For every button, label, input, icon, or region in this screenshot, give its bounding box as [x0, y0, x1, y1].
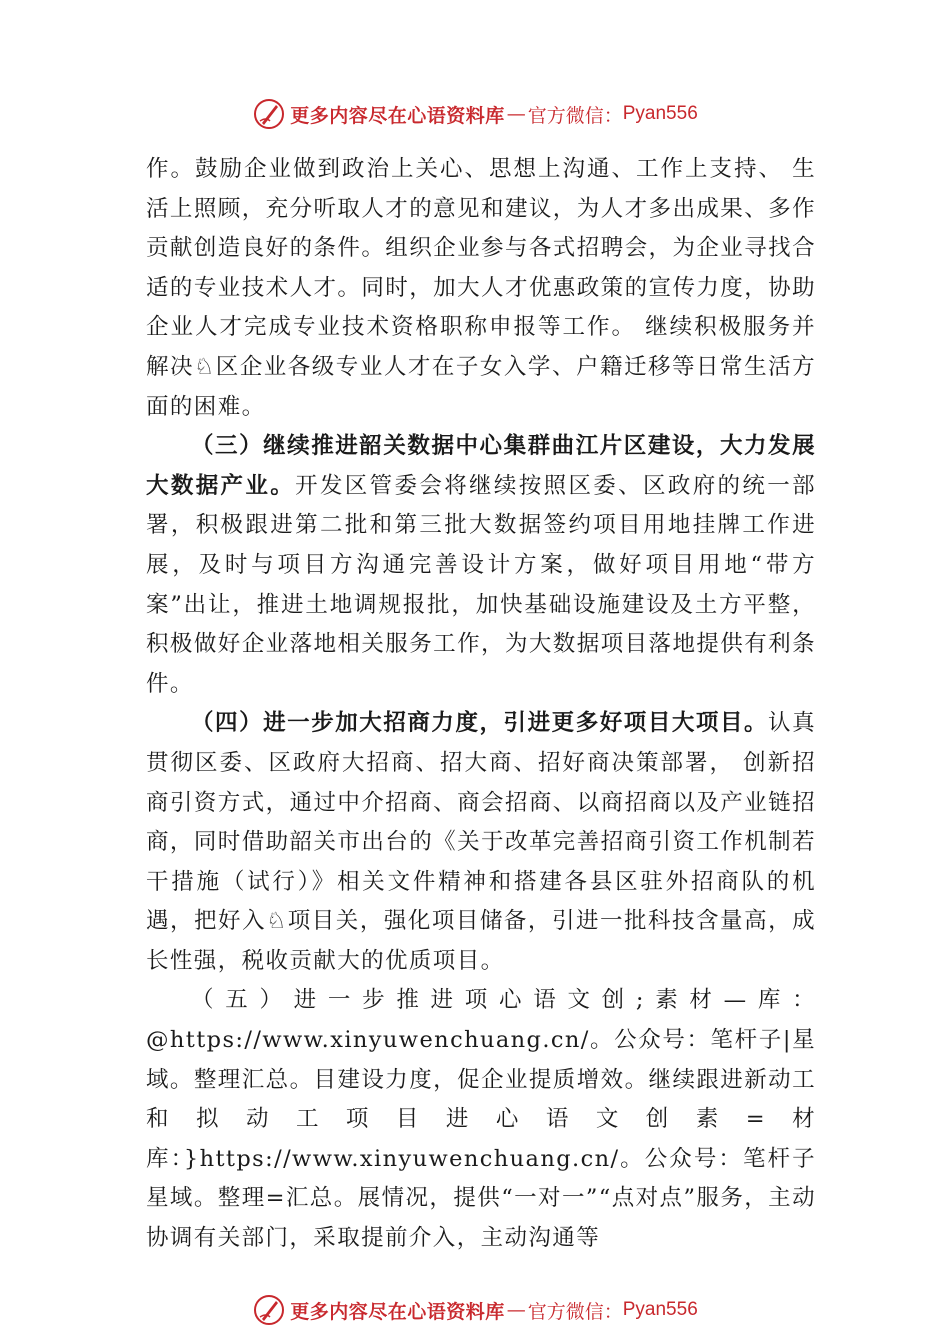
document-body: [146, 150, 816, 1259]
section-heading-3: （三）继续推进韶关数据中心集群曲江片区建设，大力发展大数据产业。: [146, 433, 816, 499]
banner-official-label: 官方微信：: [527, 1300, 623, 1323]
paragraph-2: （三）继续推进韶关数据中心集群曲江片区建设，大力发展大数据产业。开发区管委会将继续按照区委、区政府的统一部署，积极跟进第二批和第三批大数据签约项目用地挂牌工作进展，及时与项目方沟通完善设计方案，做好项目用地“带方案”出让，推进土地调规报批，加快基础设施建设及土方平整，积极做好企业落地相关服务工作，为大数据项目落地提供有利条件。: [146, 433, 817, 697]
watermark-banner-bottom: [0, 1290, 950, 1330]
banner-title: 更多内容尽在心语资料库: [290, 1300, 505, 1323]
banner-dash: —: [506, 1299, 526, 1321]
quill-logo-icon: [252, 1293, 286, 1327]
banner-official-label: 官方微信：: [527, 104, 623, 127]
banner-wechat-id: Pyan556: [622, 1299, 698, 1320]
watermark-banner-top: [0, 94, 950, 134]
paragraph-3: （四）进一步加大招商力度，引进更多好项目大项目。认真贯彻区委、区政府大招商、招大商、招好商决策部署， 创新招商引资方式，通过中介招商、商会招商、以商招商以及产业链招商，同时借助韶关市出台的《关于改革完善招商引资工作机制若干措施（试行）》相关文件精神和搭建各县区驻外招商队的机遇，把好入♘项目关，强化项目储备，引进一批科技含量高，成长性强，税收贡献大的优质项目。: [146, 710, 816, 974]
banner-title: 更多内容尽在心语资料库: [290, 104, 505, 127]
paragraph-1: 作。鼓励企业做到政治上关心、思想上沟通、工作上支持、 生活上照顾，充分听取人才的意见和建议，为人才多出成果、多作贡献创造良好的条件。组织企业参与各式招聘会，为企业寻找合适的专业技术人才。同时，加大人才优惠政策的宣传力度，协助企业人才完成专业技术资格职称申报等工作。 继续积极服务并解决♘区企业各级专业人才在子女入学、户籍迁移等日常生活方面的困难。: [146, 156, 816, 420]
quill-logo-icon: [252, 97, 286, 131]
paragraph-4: （五）进一步推进项心语文创;素材—库：@https://www.xinyuwenchuang.cn/。公众号：笔杆子|星域。整理汇总。目建设力度，促企业提质增效。继续跟进新动工和拟动工项目进心语文创素=材库：}https://www.xinyuwenchuang.cn/。公众号：笔杆子星域。整理=汇总。展情况，提供“一对一”“点对点”服务，主动协调有关部门，采取提前介入，主动沟通等: [146, 987, 816, 1252]
banner-wechat-id: Pyan556: [622, 103, 698, 124]
banner-dash: —: [506, 103, 526, 125]
section-heading-4: （四）进一步加大招商力度，引进更多好项目大项目。: [191, 710, 769, 737]
